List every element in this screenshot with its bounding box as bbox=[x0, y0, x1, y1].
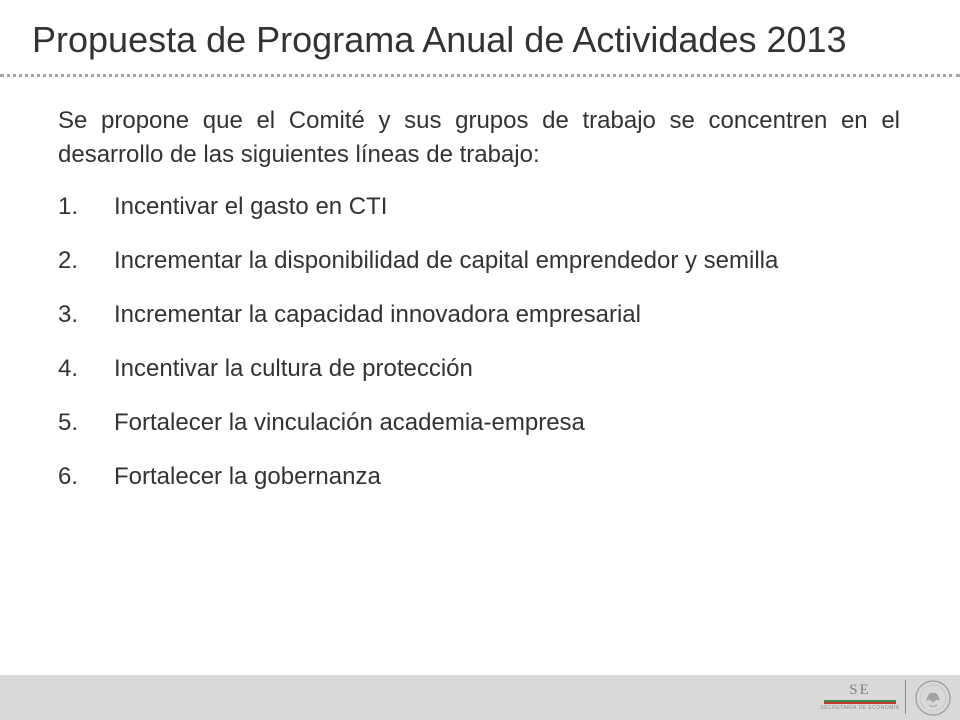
list-item bbox=[58, 190, 900, 224]
list-item-number: 1. bbox=[58, 193, 79, 220]
list-item-text: Incentivar el gasto en CTI bbox=[114, 193, 388, 220]
work-lines-list bbox=[58, 190, 900, 494]
footer-bar bbox=[0, 675, 960, 720]
slide-content bbox=[58, 104, 900, 514]
list-item bbox=[58, 460, 900, 494]
se-logo-subtext: SECRETARÍA DE ECONOMÍA bbox=[820, 705, 900, 711]
logo-stripe-red bbox=[824, 702, 896, 704]
slide-title: Propuesta de Programa Anual de Actividades 2013 bbox=[32, 19, 847, 60]
list-item bbox=[58, 406, 900, 440]
list-item bbox=[58, 298, 900, 332]
se-logo bbox=[820, 680, 900, 714]
list-item-text: Incrementar la disponibilidad de capital emprendedor y semilla bbox=[114, 247, 779, 274]
title-bar bbox=[0, 0, 960, 76]
list-item-number: 6. bbox=[58, 463, 79, 490]
list-item-text: Incentivar la cultura de protección bbox=[114, 355, 473, 382]
se-logo-text: SE bbox=[849, 682, 871, 698]
national-seal-icon bbox=[914, 679, 952, 717]
list-item bbox=[58, 352, 900, 386]
list-item-text: Fortalecer la vinculación academia-empresa bbox=[114, 409, 585, 436]
list-item-number: 2. bbox=[58, 247, 79, 274]
list-item-number: 5. bbox=[58, 409, 79, 436]
list-item-number: 3. bbox=[58, 301, 79, 328]
list-item-text: Incrementar la capacidad innovadora empresarial bbox=[114, 301, 641, 328]
intro-paragraph: Se propone que el Comité y sus grupos de trabajo se concentren en el desarrollo de las siguientes líneas de trabajo: bbox=[58, 107, 900, 168]
title-divider bbox=[0, 74, 960, 77]
list-item-number: 4. bbox=[58, 355, 79, 382]
logo-divider bbox=[905, 680, 906, 714]
list-item-text: Fortalecer la gobernanza bbox=[114, 463, 381, 490]
list-item bbox=[58, 244, 900, 278]
